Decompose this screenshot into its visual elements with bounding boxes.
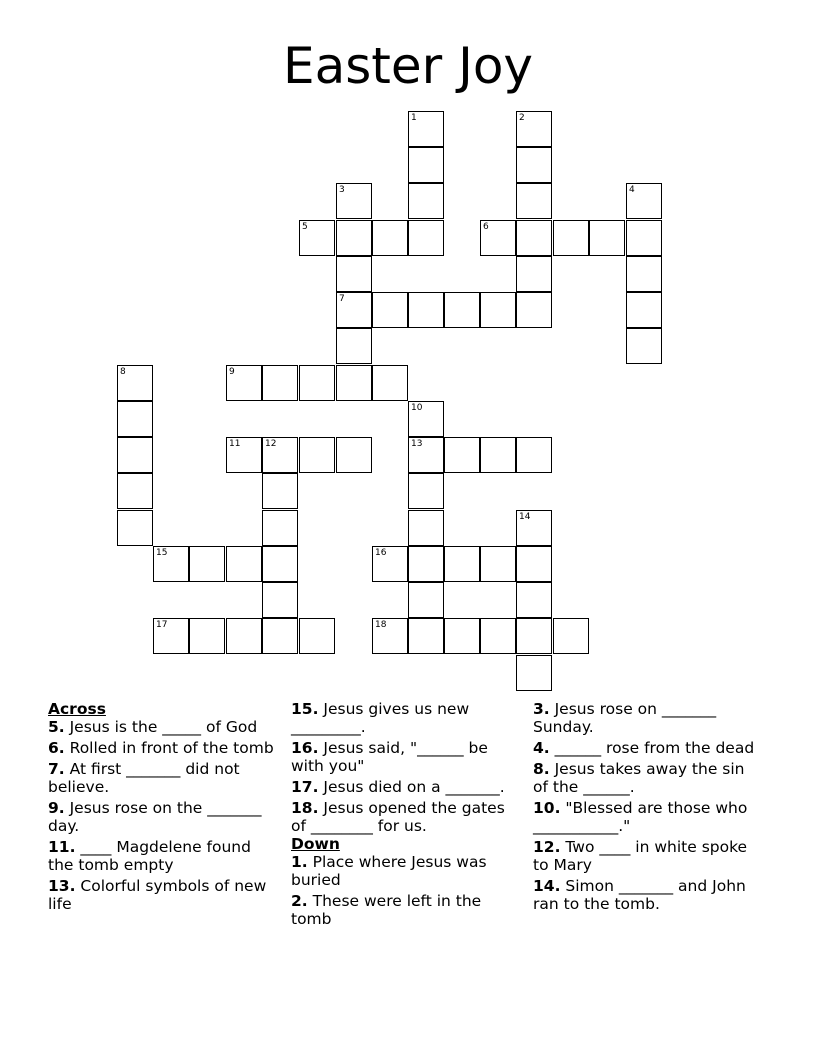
cell-number: 9 [229,367,235,377]
cell-number: 11 [229,439,241,449]
grid-cell[interactable] [262,510,298,546]
grid-cell[interactable] [408,183,444,219]
grid-cell[interactable] [444,546,480,582]
clue-down-10: 10. "Blessed are those who ___________." [533,799,748,835]
clue-across-16: 16. Jesus said, "______ be with you" [291,739,488,775]
cell-number: 1 [411,113,417,123]
grid-cell[interactable] [480,437,516,473]
grid-cell[interactable] [408,546,444,582]
grid-cell[interactable] [408,292,444,328]
cell-number: 12 [265,439,277,449]
grid-cell[interactable] [408,582,444,618]
grid-cell[interactable] [299,437,335,473]
down-heading: Down [291,835,340,853]
grid-cell[interactable] [408,147,444,183]
grid-cell[interactable] [516,220,552,256]
grid-cell[interactable] [480,618,516,654]
grid-cell[interactable] [516,582,552,618]
grid-cell[interactable] [262,365,298,401]
clue-down-2: 2. These were left in the tomb [291,892,482,928]
clue-down-4: 4. ______ rose from the dead [533,739,755,757]
grid-cell[interactable] [626,256,662,292]
grid-cell[interactable] [262,582,298,618]
grid-cell[interactable] [226,546,262,582]
grid-cell[interactable] [336,437,372,473]
clue-across-15: 15. Jesus gives us new _________. [291,700,470,736]
cell-number: 2 [519,113,525,123]
clues-column-1 [48,700,278,916]
cell-number: 13 [411,439,423,449]
grid-cell[interactable] [189,546,225,582]
grid-cell[interactable] [299,618,335,654]
clue-across-7: 7. At first _______ did not believe. [48,760,240,796]
grid-cell[interactable] [336,365,372,401]
puzzle-title: Easter Joy [282,37,534,95]
grid-cell[interactable] [189,618,225,654]
cell-number: 5 [302,222,308,232]
grid-cell[interactable] [516,256,552,292]
clue-across-13: 13. Colorful symbols of new life [48,877,267,913]
clue-down-12: 12. Two ____ in white spoke to Mary [533,838,748,874]
grid-cell[interactable] [516,618,552,654]
grid-cell[interactable] [117,437,153,473]
cell-number: 15 [156,548,168,558]
clue-across-5: 5. Jesus is the _____ of God [48,718,258,736]
grid-cell[interactable] [480,546,516,582]
clues-column-3 [533,700,763,916]
grid-cell[interactable] [626,292,662,328]
grid-cell[interactable] [516,437,552,473]
grid-cell[interactable] [372,220,408,256]
grid-cell[interactable] [408,618,444,654]
clue-across-9: 9. Jesus rose on the _______ day. [48,799,262,835]
grid-cell[interactable] [336,328,372,364]
cell-number: 10 [411,403,423,413]
grid-cell[interactable] [516,183,552,219]
grid-cell[interactable] [553,220,589,256]
across-heading: Across [48,700,106,718]
cell-number: 8 [120,367,126,377]
cell-number: 17 [156,620,168,630]
grid-cell[interactable] [336,220,372,256]
cell-number: 18 [375,620,387,630]
grid-cell[interactable] [336,256,372,292]
grid-cell[interactable] [444,292,480,328]
cell-number: 4 [629,185,635,195]
grid-cell[interactable] [408,473,444,509]
grid-cell[interactable] [444,618,480,654]
grid-cell[interactable] [516,655,552,691]
cell-number: 7 [339,294,345,304]
grid-cell[interactable] [589,220,625,256]
cell-number: 16 [375,548,387,558]
clue-down-3: 3. Jesus rose on _______ Sunday. [533,700,717,736]
grid-cell[interactable] [408,510,444,546]
grid-cell[interactable] [117,510,153,546]
grid-cell[interactable] [226,618,262,654]
clue-across-18: 18. Jesus opened the gates of ________ for us. [291,799,505,835]
clue-across-17: 17. Jesus died on a _______. [291,778,505,796]
grid-cell[interactable] [516,147,552,183]
grid-cell[interactable] [117,473,153,509]
grid-cell[interactable] [516,292,552,328]
clue-down-14: 14. Simon _______ and John ran to the tomb. [533,877,746,913]
clue-down-8: 8. Jesus takes away the sin of the ______. [533,760,745,796]
clue-across-11: 11. ____ Magdelene found the tomb empty [48,838,251,874]
grid-cell[interactable] [262,473,298,509]
grid-cell[interactable] [117,401,153,437]
clue-down-1: 1. Place where Jesus was buried [291,853,487,889]
grid-cell[interactable] [262,618,298,654]
grid-cell[interactable] [262,546,298,582]
grid-cell[interactable] [480,292,516,328]
grid-cell[interactable] [444,437,480,473]
grid-cell[interactable] [299,365,335,401]
grid-cell[interactable] [372,365,408,401]
grid-cell[interactable] [553,618,589,654]
clue-across-6: 6. Rolled in front of the tomb [48,739,274,757]
cell-number: 6 [483,222,489,232]
clues-column-2 [291,700,521,931]
grid-cell[interactable] [626,220,662,256]
grid-cell[interactable] [626,328,662,364]
grid-cell[interactable] [372,292,408,328]
cell-number: 14 [519,512,531,522]
grid-cell[interactable] [516,546,552,582]
cell-number: 3 [339,185,345,195]
grid-cell[interactable] [408,220,444,256]
